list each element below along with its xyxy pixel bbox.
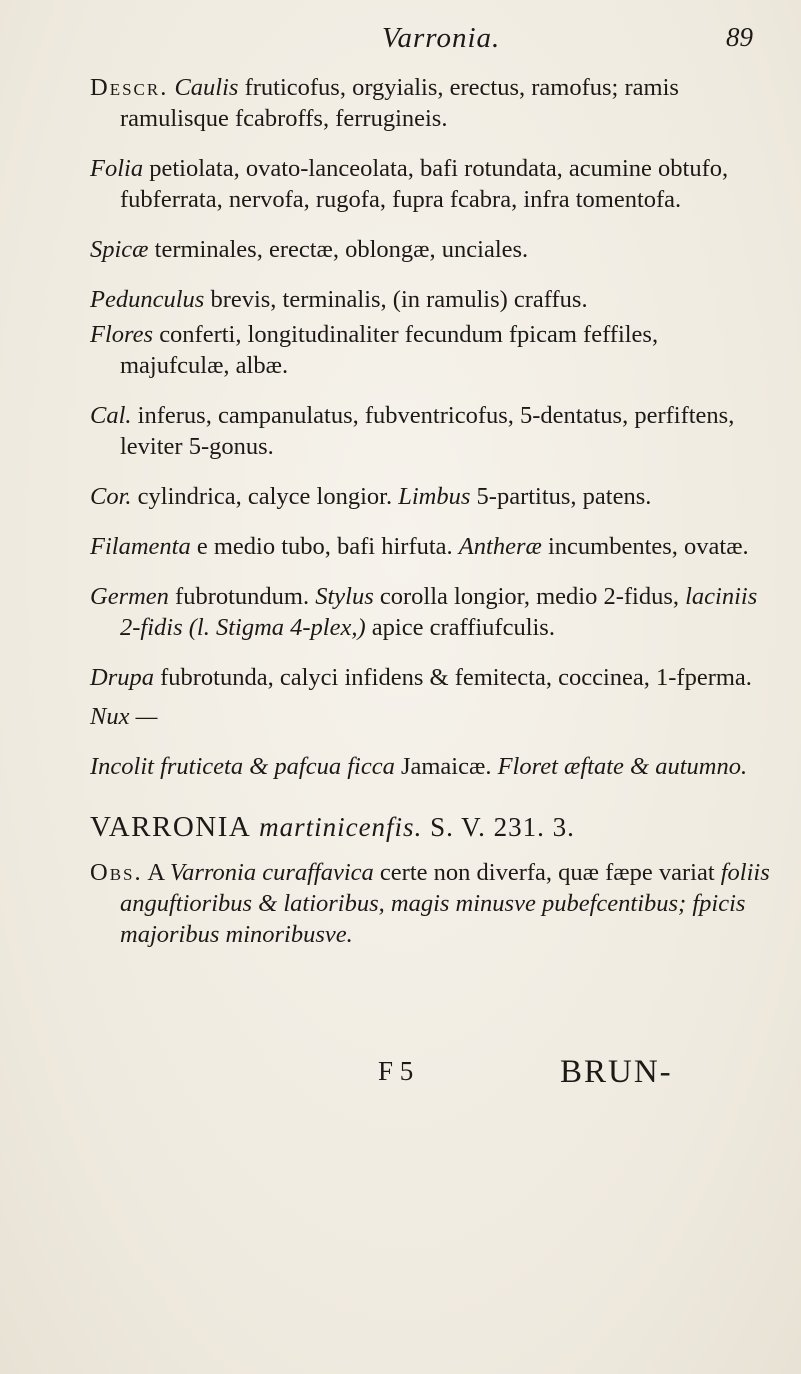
paragraph-text: brevis, terminalis, (in ramulis) craffus. xyxy=(204,286,588,313)
signature-mark: F 5 xyxy=(378,1056,414,1086)
observation-text: foliis anguftioribus & latioribus, magis minusve pubefcentibus; fpicis majoribus minoribusve. xyxy=(120,859,770,948)
page-footer xyxy=(0,1056,801,1096)
running-title: Varronia. xyxy=(382,22,501,54)
description-paragraph xyxy=(90,72,770,134)
term: Limbus xyxy=(398,483,471,510)
term: Pedunculus xyxy=(90,286,205,313)
term: Caulis xyxy=(174,74,239,101)
species-heading xyxy=(90,812,770,843)
description-paragraph xyxy=(90,319,770,381)
term: Filamenta xyxy=(90,533,191,560)
page-header xyxy=(0,18,801,58)
term: Cal. xyxy=(90,402,132,429)
paragraph-text: inferus, campanulatus, fubventricofus, 5-dentatus, perfiftens, leviter 5-gonus. xyxy=(120,402,735,460)
description-paragraph xyxy=(90,284,770,315)
paragraph-text: apice craffiufculis. xyxy=(365,614,555,641)
paragraph-text: fruticofus, orgyialis, erectus, ramofus; ramis ramulisque fcabroffs, ferrugineis. xyxy=(120,74,679,132)
description-paragraph xyxy=(90,400,770,462)
body-text xyxy=(90,72,770,969)
term: Floret æftate & autumno. xyxy=(497,753,748,780)
paragraph-text: conferti, longitudinaliter fecundum fpicam feffiles, majufculæ, albæ. xyxy=(120,321,659,379)
paragraph-text: cylindrica, calyce longior. xyxy=(131,483,399,510)
observation-text: A xyxy=(142,859,170,886)
description-paragraph xyxy=(90,234,770,265)
term: Germen xyxy=(90,583,169,610)
observation-lead: Obs. xyxy=(90,859,143,886)
paragraph-text: fubrotundum. xyxy=(168,583,316,610)
term: Nux — xyxy=(90,703,158,730)
term: Drupa xyxy=(90,664,154,691)
term: Antheræ xyxy=(458,533,542,560)
description-paragraph xyxy=(90,662,770,693)
paragraph-text: corolla longior, medio 2-fidus, xyxy=(373,583,686,610)
term: Spicæ xyxy=(90,236,149,263)
paragraph-text: fubrotunda, calyci infidens & femitecta, coccinea, 1-fperma. xyxy=(153,664,752,691)
species-epithet: martinicenfis. xyxy=(259,812,423,842)
observation-text: certe non diverfa, quæ fæpe variat xyxy=(373,859,721,886)
habitat-paragraph xyxy=(90,751,770,782)
term: Folia xyxy=(90,155,144,182)
description-paragraph xyxy=(90,481,770,512)
term: Stylus xyxy=(315,583,374,610)
paragraph-text: incumbentes, ovatæ. xyxy=(541,533,749,560)
observation-paragraph xyxy=(90,857,770,950)
description-paragraph xyxy=(90,531,770,562)
description-paragraph xyxy=(90,153,770,215)
page-number: 89 xyxy=(726,22,753,52)
catchword: BRUN- xyxy=(560,1054,673,1090)
paragraph-text: e medio tubo, bafi hirfuta. xyxy=(190,533,459,560)
term: laciniis 2-fidis (l. Stigma 4-plex,) xyxy=(120,583,758,641)
paragraph-text: Jamaicæ. xyxy=(394,753,498,780)
paragraph-text: petiolata, ovato-lanceolata, bafi rotundata, acumine obtufo, fubferrata, nervofa, rugofa, fupra fcabra, infra tomentofa. xyxy=(120,155,729,213)
species-reference: S. V. 231. 3. xyxy=(422,812,575,842)
genus-name: VARRONIA xyxy=(90,811,252,843)
description-paragraph xyxy=(90,701,770,732)
term: Incolit fruticeta & pafcua ficca xyxy=(90,753,395,780)
observation-text: Varronia curaffavica xyxy=(169,859,374,886)
paragraph-text: 5-partitus, patens. xyxy=(470,483,652,510)
section-lead: Descr. xyxy=(90,74,169,101)
term: Cor. xyxy=(90,483,132,510)
paragraph-text: terminales, erectæ, oblongæ, unciales. xyxy=(148,236,529,263)
description-paragraph xyxy=(90,581,770,643)
term: Flores xyxy=(90,321,154,348)
